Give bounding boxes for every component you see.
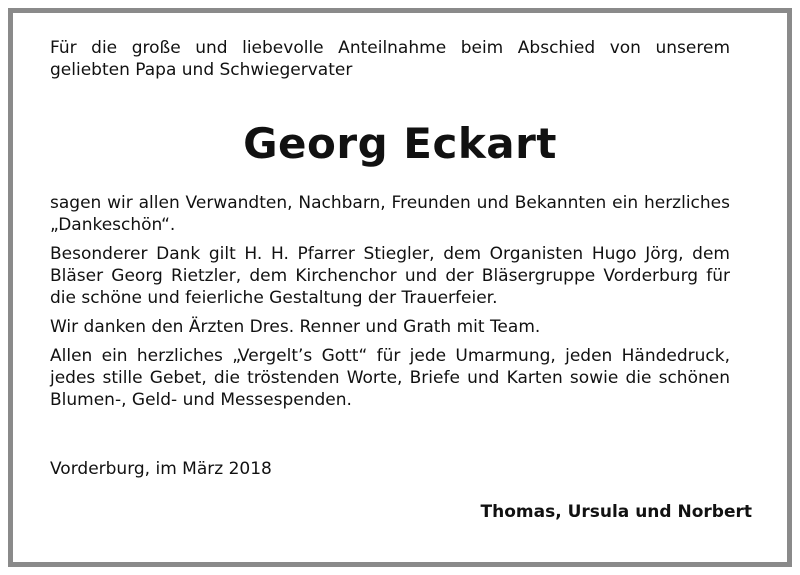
paragraph-vergelts-gott: Allen ein herzliches „Vergelt’s Gott“ für jede Umarmung, jeden Händedruck, jedes stille Gebet, die tröstenden Worte, Briefe und Karten sowie die schönen Blumen-, Geld- und Messespenden.: [50, 346, 730, 410]
deceased-name: Georg Eckart: [243, 119, 557, 168]
place-date: Vorderburg, im März 2018: [50, 459, 272, 479]
body-text: [50, 192, 730, 418]
signature: Thomas, Ursula und Norbert: [480, 502, 752, 522]
paragraph-special-thanks: Besonderer Dank gilt H. H. Pfarrer Stiegler, dem Organisten Hugo Jörg, dem Bläser Georg Rietzler, dem Kirchenchor und der Bläsergruppe Vorderburg für die schöne und feierliche Gestaltung der Trauerfeier.: [50, 244, 730, 308]
paragraph-doctors: Wir danken den Ärzten Dres. Renner und Grath mit Team.: [50, 317, 541, 337]
paragraph-thanks: sagen wir allen Verwandten, Nachbarn, Freunden und Bekannten ein herzliches „Dankeschön“.: [50, 193, 730, 235]
intro-text: Für die große und liebevolle Anteilnahme beim Abschied von unserem geliebten Papa und Schwiegervater: [50, 38, 730, 80]
